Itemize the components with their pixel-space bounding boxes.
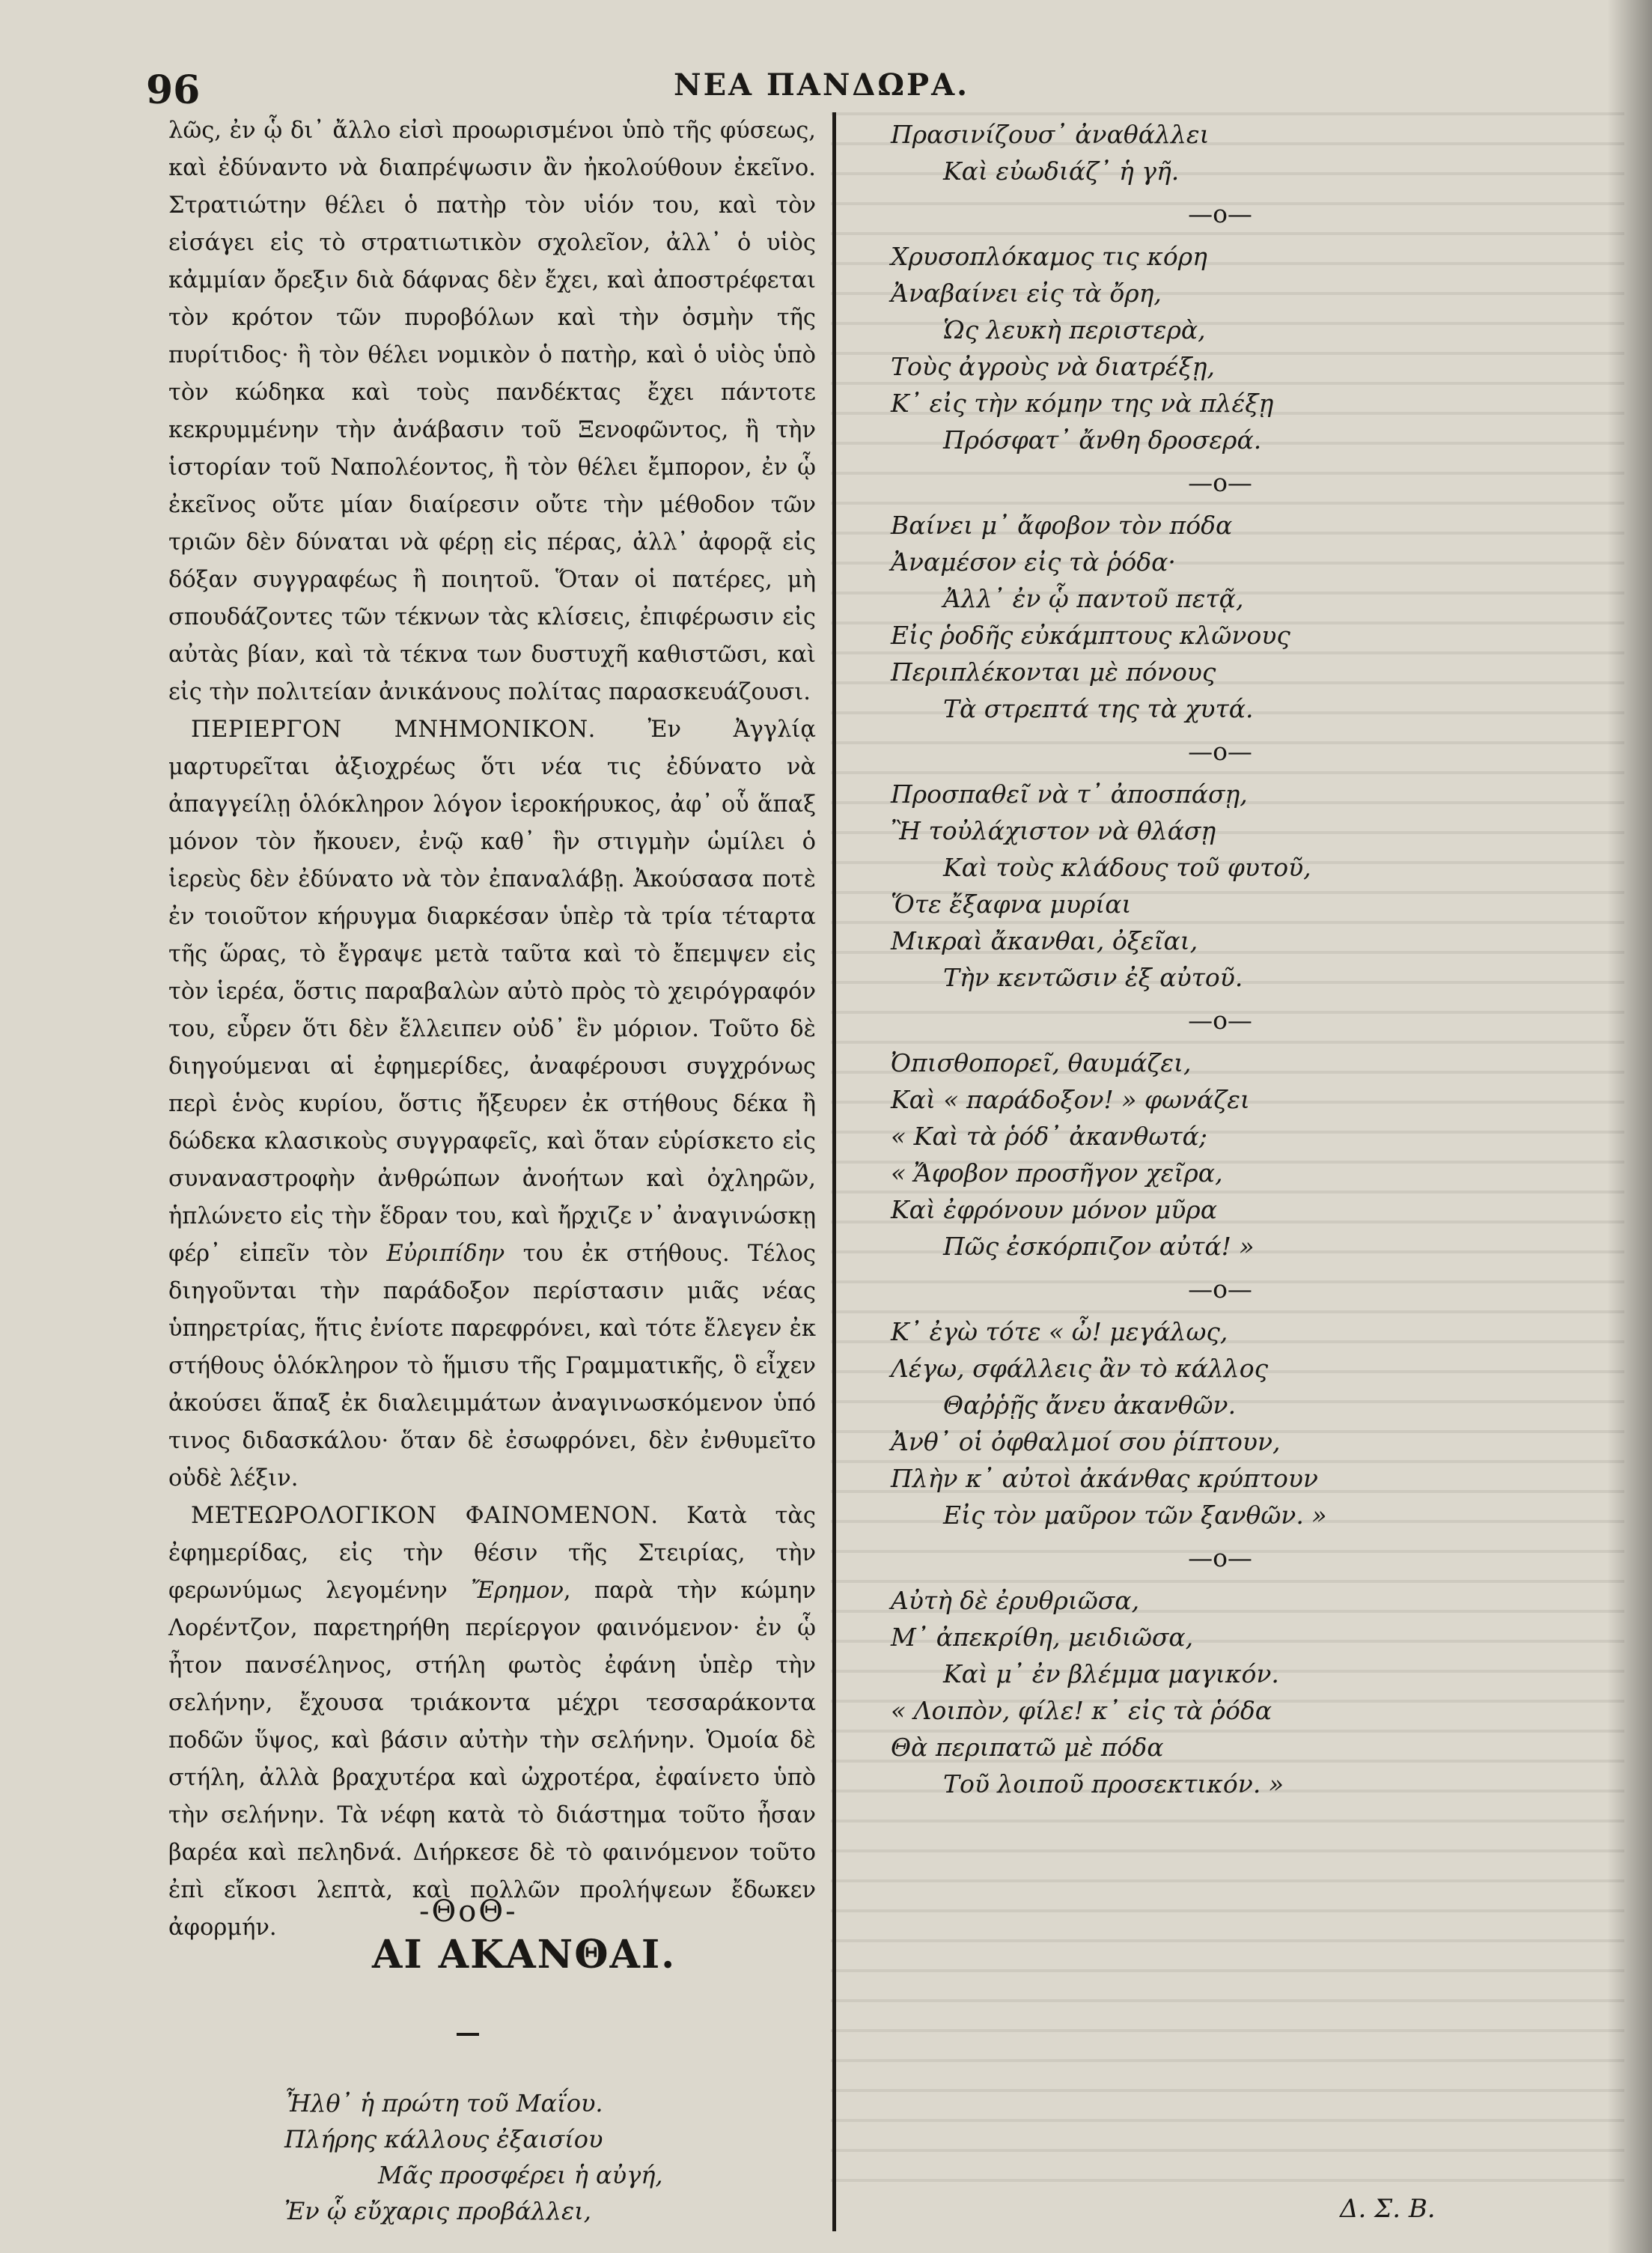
section-text-meteor: Κατὰ τὰς ἐφημερίδας, εἰς τὴν θέσιν τῆς Στειρίας, τὴν φερωνύμως λεγομένην	[168, 1503, 816, 1604]
poem-line: Θὰ περιπατῶ μὲ πόδα	[891, 1733, 1164, 1762]
poem-line: Καὶ εὐωδιάζ᾽ ἡ γῆ.	[943, 156, 1180, 186]
section-text-mnemonic-b: του ἐκ στήθους. Τέλος διηγοῦνται τὴν παράδοξον περίστασιν μιᾶς νέας ὑπηρετρίας, ἥτις ἐνίοτε παρεφρόνει, καὶ τότε ἔλεγεν ἐκ στήθους ὁλόκληρον τὸ ἥμισυ τῆς Γραμματικῆς, ὃ εἶχεν ἀκούσει ἅπαξ ἐκ διαλειμμάτων ἀναγινωσκόμενον ὑπό τινος διδασκάλου· ὅταν δὲ ἐσωφρόνει, δὲν ἐνθυμεῖτο οὐδὲ λέξιν.	[168, 1241, 816, 1492]
poem-line: Ἦλθ᾽ ἡ πρώτη τοῦ Μαΐου.	[284, 2089, 603, 2117]
left-column	[168, 112, 816, 1947]
stanza-separator: —ο—	[1188, 737, 1252, 766]
italic-euripides: Εὐριπίδην	[386, 1241, 505, 1267]
stanza-separator: —ο—	[1188, 1006, 1252, 1035]
poem-line: Καὶ ἐφρόνουν μόνον μῦρα	[891, 1195, 1217, 1224]
poem-line: Ἀνθ᾽ οἱ ὀφθαλμοί σου ῥίπτουν,	[891, 1427, 1281, 1456]
section-text-meteor-b: , παρὰ τὴν κώμην Λορέντζον, παρετηρήθη περίεργον φαινόμενον· ἐν ᾧ ἦτον πανσέληνος, στήλη φωτὸς ἐφάνη ὑπὲρ τὴν σελήνην, ἔχουσα τριάκοντα μέχρι τεσσαράκοντα ποδῶν ὕψος, καὶ βάσιν αὐτὴν τὴν σελήνην. Ὁμοία δὲ στήλη, ἀλλὰ βραχυτέρα καὶ ὠχροτέρα, ἐφαίνετο ὑπὸ τὴν σελήνην. Τὰ νέφη κατὰ τὸ διάστημα τοῦτο ἦσαν βαρέα καὶ πεληδνά. Διήρκεσε δὲ τὸ φαινόμενον τοῦτο ἐπὶ εἴκοσι λεπτὰ, καὶ πολλῶν προλήψεων ἔδωκεν ἀφορμήν.	[168, 1578, 817, 1941]
poem-line: Τοὺς ἀγροὺς νὰ διατρέξῃ,	[891, 352, 1215, 381]
poem-line: Καὶ « παράδοξον! » φωνάζει	[891, 1085, 1250, 1114]
poem-line: Ἐν ᾧ εὔχαρις προβάλλει,	[284, 2197, 591, 2225]
italic-eremon: Ἔρημον	[471, 1578, 564, 1604]
section-text-mnemonic: Ἐν Ἀγγλίᾳ μαρτυρεῖται ἀξιοχρέως ὅτι νέα τις ἐδύνατο νὰ ἀπαγγείλῃ ὁλόκληρον λόγον ἱεροκήρυκος, ἀφ᾽ οὗ ἅπαξ μόνον τὸν ἤκουεν, ἐνῷ καθ᾽ ἣν στιγμὴν ὡμίλει ὁ ἱερεὺς δὲν ἐδύνατο νὰ τὸν ἐπαναλάβῃ. Ἀκούσασα ποτὲ ἐν τοιοῦτον κήρυγμα διαρκέσαν ὑπὲρ τὰ τρία τέταρτα τῆς ὥρας, τὸ ἔγραψε μετὰ ταῦτα καὶ τὸ ἔπεμψεν εἰς τὸν ἱερέα, ὅστις παραβαλὼν αὐτὸ πρὸς τὸ χειρόγραφόν του, εὗρεν ὅτι δὲν ἔλλειπεν οὐδ᾽ ἓν μόριον. Τοῦτο δὲ διηγούμεναι αἱ ἐφημερίδες, ἀναφέρουσι συγχρόνως περὶ ἑνὸς κυρίου, ὅστις ἤξευρεν ἐκ στήθους δέκα ἢ δώδεκα κλασικοὺς συγγραφεῖς, καὶ ὅταν εὑρίσκετο εἰς συναναστροφὴν ἀνθρώπων ἀνοήτων καὶ ὀχληρῶν, ἡπλώνετο εἰς τὴν ἕδραν του, καὶ ἤρχιζε ν᾽ ἀναγινώσκῃ φέρ᾽ εἰπεῖν τὸν	[168, 717, 816, 1267]
poem-line: Θαῤῥῇς ἄνευ ἀκανθῶν.	[943, 1390, 1237, 1420]
poem-line: Μικραὶ ἄκανθαι, ὀξεῖαι,	[891, 926, 1198, 955]
section-heading-meteor: ΜΕΤΕΩΡΟΛΟΓΙΚΟΝ ΦΑΙΝΟΜΕΝΟΝ.	[191, 1503, 659, 1529]
poem-line: Εἰς τὸν μαῦρον τῶν ξανθῶν. »	[943, 1501, 1327, 1530]
page-edge-shadow	[1607, 0, 1652, 2253]
poem-line: Τὰ στρεπτά της τὰ χυτά.	[943, 694, 1254, 723]
column-divider	[832, 112, 836, 2231]
paragraph-1: λῶς, ἐν ᾧ δι᾽ ἄλλο εἰσὶ προωρισμένοι ὑπὸ τῆς φύσεως, καὶ ἐδύναντο νὰ διαπρέψωσιν ἂν ἠκολούθουν ἐκεῖνο. Στρατιώτην θέλει ὁ πατὴρ τὸν υἱόν του, καὶ τὸν εἰσάγει εἰς τὸ στρατιωτικὸν σχολεῖον, ἀλλ᾽ ὁ υἱὸς κἀμμίαν ὄρεξιν διὰ δάφνας δὲν ἔχει, καὶ ἀποστρέφεται τὸν κρότον τῶν πυροβόλων καὶ τὴν ὀσμὴν τῆς πυρίτιδος· ἢ τὸν θέλει νομικὸν ὁ πατὴρ, καὶ ὁ υἱὸς ὑπὸ τὸν κώδηκα καὶ τοὺς πανδέκτας ἔχει πάντοτε κεκρυμμένην τὴν ἀνάβασιν τοῦ Ξενοφῶντος, ἢ τὴν ἱστορίαν τοῦ Ναπολέοντος, ἢ τὸν θέλει ἔμπορον, ἐν ᾧ ἐκεῖνος οὔτε μίαν διαίρεσιν οὔτε τὴν μέθοδον τῶν τριῶν δὲν δύναται νὰ φέρῃ εἰς πέρας, ἀλλ᾽ ἀφορᾷ εἰς δόξαν συγγραφέως ἢ ποιητοῦ. Ὅταν οἱ πατέρες, μὴ σπουδάζοντες τῶν τέκνων τὰς κλίσεις, ἐπιφέρωσιν εἰς αὐτὰς βίαν, καὶ τὰ τέκνα των δυστυχῆ καθιστῶσι, καὶ εἰς τὴν πολιτείαν ἀνικάνους πολίτας παρασκευάζουσι.	[168, 118, 816, 705]
poem-line: Καὶ μ᾽ ἐν βλέμμα μαγικόν.	[943, 1659, 1279, 1688]
poem-line: Εἰς ῥοδῆς εὐκάμπτους κλῶνους	[891, 621, 1290, 650]
poem-line: Βαίνει μ᾽ ἄφοβον τὸν πόδα	[891, 511, 1233, 540]
poem-line: Πλήρης κάλλους ἐξαισίου	[284, 2125, 603, 2153]
poem-line: Ὅτε ἔξαφνα μυρίαι	[891, 890, 1132, 919]
poem-line: Τοῦ λοιποῦ προσεκτικόν. »	[943, 1769, 1284, 1799]
page-number: 96	[146, 67, 201, 113]
poem-line: Αὐτὴ δὲ ἐρυθριῶσα,	[891, 1586, 1140, 1615]
left-poem	[284, 2085, 808, 2229]
poem-line: « Καὶ τὰ ῥόδ᾽ ἀκανθωτά;	[891, 1122, 1207, 1151]
poem-line: Ὡς λευκὴ περιστερὰ,	[943, 315, 1206, 344]
poem-line: Ἀναμέσον εἰς τὰ ῥόδα·	[891, 547, 1176, 577]
poem-line: Μ᾽ ἀπεκρίθη, μειδιῶσα,	[891, 1623, 1194, 1652]
poem-line: Ἢ τοὐλάχιστον νὰ θλάσῃ	[891, 816, 1216, 845]
signature: Δ. Σ. Β.	[1340, 2194, 1436, 2224]
poem-line: Πρόσφατ᾽ ἄνθη δροσερά.	[943, 425, 1262, 454]
poem-line: Προσπαθεῖ νὰ τ᾽ ἀποσπάσῃ,	[891, 779, 1248, 809]
stanza-separator: —ο—	[1188, 1274, 1252, 1304]
poem-line: Χρυσοπλόκαμος τις κόρη	[891, 242, 1207, 271]
stanza-separator: —ο—	[1188, 468, 1252, 497]
poem-title: ΑΙ ΑΚΑΝΘΑΙ.	[372, 1932, 677, 1977]
poem-title-dash	[457, 2033, 479, 2036]
right-column	[891, 116, 1549, 1802]
poem-line: Πῶς ἐσκόρπιζον αὐτά! »	[943, 1232, 1255, 1261]
poem-line: Πρασινίζουσ᾽ ἀναθάλλει	[891, 120, 1210, 149]
poem-line: Καὶ τοὺς κλάδους τοῦ φυτοῦ,	[943, 853, 1311, 882]
section-heading-mnemonic: ΠΕΡΙΕΡΓΟΝ ΜΝΗΜΟΝΙΚΟΝ.	[191, 717, 596, 743]
paragraph-3	[168, 1498, 816, 1947]
poem-line: Ὀπισθοπορεῖ, θαυμάζει,	[891, 1048, 1192, 1077]
poem-line: Κ᾽ ἐγὼ τότε « ὦ! μεγάλως,	[891, 1317, 1228, 1346]
poem-line: Μᾶς προσφέρει ἡ αὐγή,	[378, 2161, 663, 2189]
poem-line: Κ᾽ εἰς τὴν κόμην της νὰ πλέξῃ	[891, 389, 1274, 418]
stanza-separator: —ο—	[1188, 199, 1252, 228]
poem-line: Περιπλέκονται μὲ πόνους	[891, 657, 1216, 687]
poem-line: « Λοιπὸν, φίλε! κ᾽ εἰς τὰ ῥόδα	[891, 1696, 1272, 1725]
ornament: -ΘοΘ-	[419, 1894, 518, 1929]
poem-line: Ἀναβαίνει εἰς τὰ ὄρη,	[891, 279, 1162, 308]
running-title: ΝΕΑ ΠΑΝΔΩΡΑ.	[674, 67, 970, 103]
poem-line: Ἀλλ᾽ ἐν ᾧ παντοῦ πετᾷ,	[943, 584, 1244, 613]
stanza-separator: —ο—	[1188, 1543, 1252, 1572]
poem-line: « Ἄφοβον προσῆγον χεῖρα,	[891, 1158, 1223, 1188]
poem-line: Πλὴν κ᾽ αὐτοὶ ἀκάνθας κρύπτουν	[891, 1464, 1318, 1493]
paragraph-2	[168, 711, 816, 1498]
poem-line: Τὴν κεντῶσιν ἐξ αὐτοῦ.	[943, 963, 1243, 992]
poem-line: Λέγω, σφάλλεις ἂν τὸ κάλλος	[891, 1354, 1269, 1383]
